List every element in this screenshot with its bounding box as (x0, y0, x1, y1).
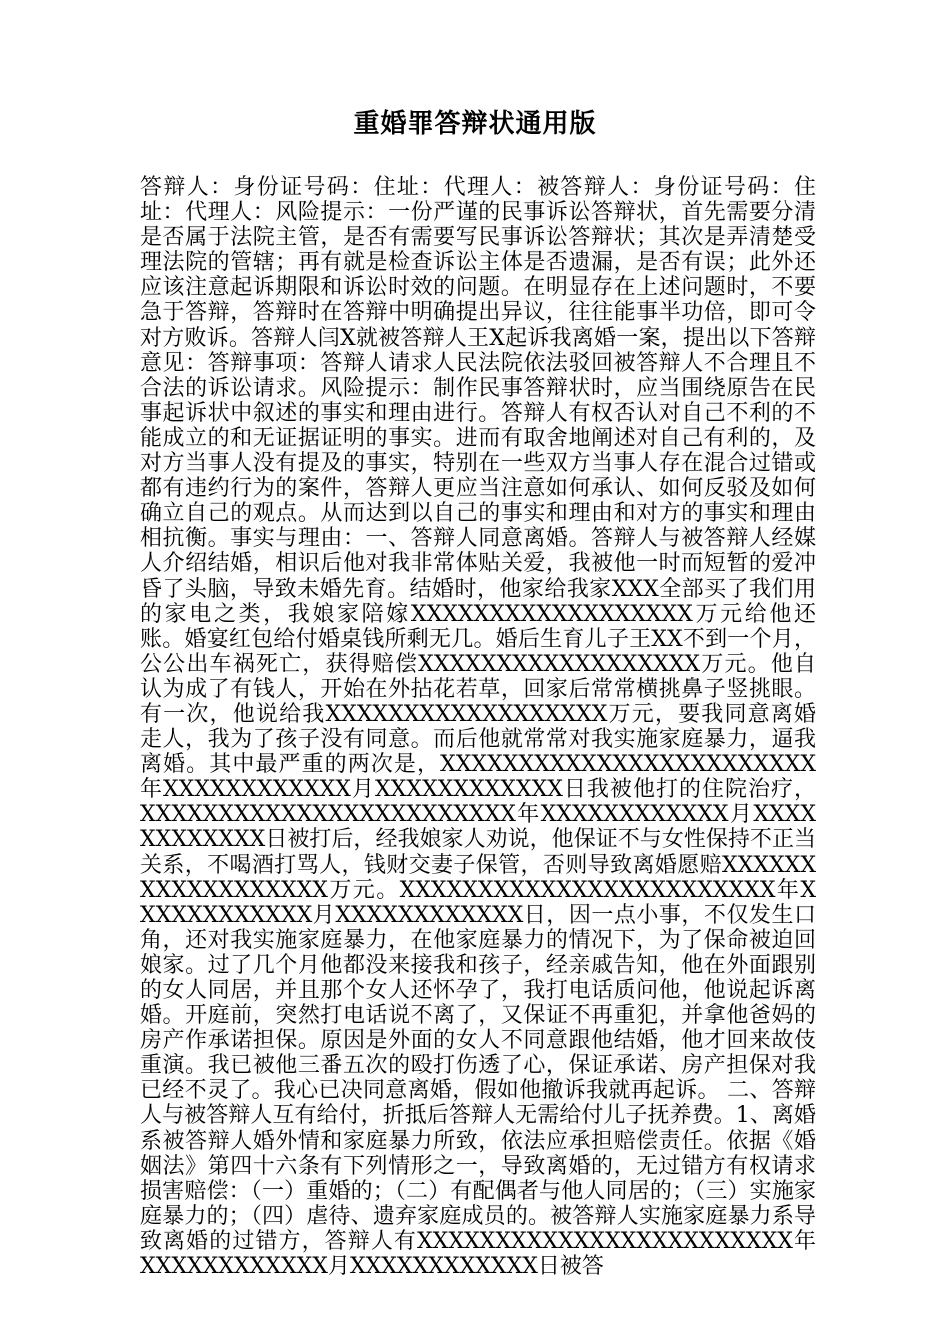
document-body (140, 175, 816, 1279)
document-title: 重婚罪答辩状通用版 (353, 109, 597, 139)
body-paragraph: 答辩人：身份证号码：住址：代理人：被答辩人：身份证号码：住址：代理人：风险提示：一份严谨的民事诉讼答辩状，首先需要分清是否属于法院主管，是否有需要写民事诉讼答辩状；其次是弄清楚受理法院的管辖；再有就是检查诉讼主体是否遗漏，是否有误；此外还应该注意起诉期限和诉讼时效的问题。在明显存在上述问题时，不要急于答辩，答辩时在答辩中明确提出异议，往往能事半功倍，即可令对方败诉。答辩人闫X就被答辩人王X起诉我离婚一案，提出以下答辩意见：答辩事项：答辩人请求人民法院依法驳回被答辩人不合理且不合法的诉讼请求。风险提示：制作民事答辩状时，应当围绕原告在民事起诉状中叙述的事实和理由进行。答辩人有权否认对自己不利的不能成立的和无证据证明的事实。进而有取舍地阐述对自己有利的，及对方当事人没有提及的事实，特别在一些双方当事人存在混合过错或都有违约行为的案件，答辩人更应当注意如何承认、如何反驳及如何确立自己的观点。从而达到以自己的事实和理由和对方的事实和理由相抗衡。事实与理由：一、答辩人同意离婚。答辩人与被答辩人经媒人介绍结婚，相识后他对我非常体贴关爱，我被他一时而短暂的爱冲昏了头脑，导致未婚先育。结婚时，他家给我家XXX全部买了我们用的家电之类，我娘家陪嫁XXXXXXXXXXXXXXXXXX万元给他还账。婚宴红包给付婚桌钱所剩无几。婚后生育儿子王XX不到一个月，公公出车祸死亡，获得赔偿XXXXXXXXXXXXXXXXXX万元。他自认为成了有钱人，开始在外拈花若草，回家后常常横挑鼻子竖挑眼。有一次，他说给我XXXXXXXXXXXXXXXXXX万元，要我同意离婚走人，我为了孩子没有同意。而后他就常常对我实施家庭暴力，逼我离婚。其中最严重的两次是，XXXXXXXXXXXXXXXXXXXXXXXX年XXXXXXXXXXXX月XXXXXXXXXXXX日我被他打的住院治疗，XXXXXXXXXXXXXXXXXXXXXXXX年XXXXXXXXXXXX月XXXXXXXXXXXX日被打后，经我娘家人劝说，他保证不与女性保持不正当关系，不喝酒打骂人，钱财交妻子保管，否则导致离婚愿赔XXXXXXXXXXXXXXXXXX万元。XXXXXXXXXXXXXXXXXXXXXXXX年XXXXXXXXXXXX月XXXXXXXXXXXX日，因一点小事，不仅发生口角，还对我实施家庭暴力，在他家庭暴力的情况下，为了保命被迫回娘家。过了几个月他都没来接我和孩子，经亲戚告知，他在外面跟别的女人同居，并且那个女人还怀孕了，我打电话质问他，他说起诉离婚。开庭前，突然打电话说不离了，又保证不再重犯，并拿他爸妈的房产作承诺担保。原因是外面的女人不同意跟他结婚，他才回来故伎重演。我已被他三番五次的殴打伤透了心，保证承诺、房产担保对我已经不灵了。我心已决同意离婚，假如他撤诉我就再起诉。 二、答辩人与被答辩人互有给付，折抵后答辩人无需给付儿子抚养费。1、离婚系被答辩人婚外情和家庭暴力所致，依法应承担赔偿责任。依据《婚姻法》第四十六条有下列情形之一，导致离婚的，无过错方有权请求损害赔偿：（一）重婚的；（二）有配偶者与他人同居的；（三）实施家庭暴力的；（四）虐待、遗弃家庭成员的。被答辩人实施家庭暴力系导致离婚的过错方，答辩人有XXXXXXXXXXXXXXXXXXXXXXXX年XXXXXXXXXXXX月XXXXXXXXXXXX日被答 (140, 175, 816, 1280)
